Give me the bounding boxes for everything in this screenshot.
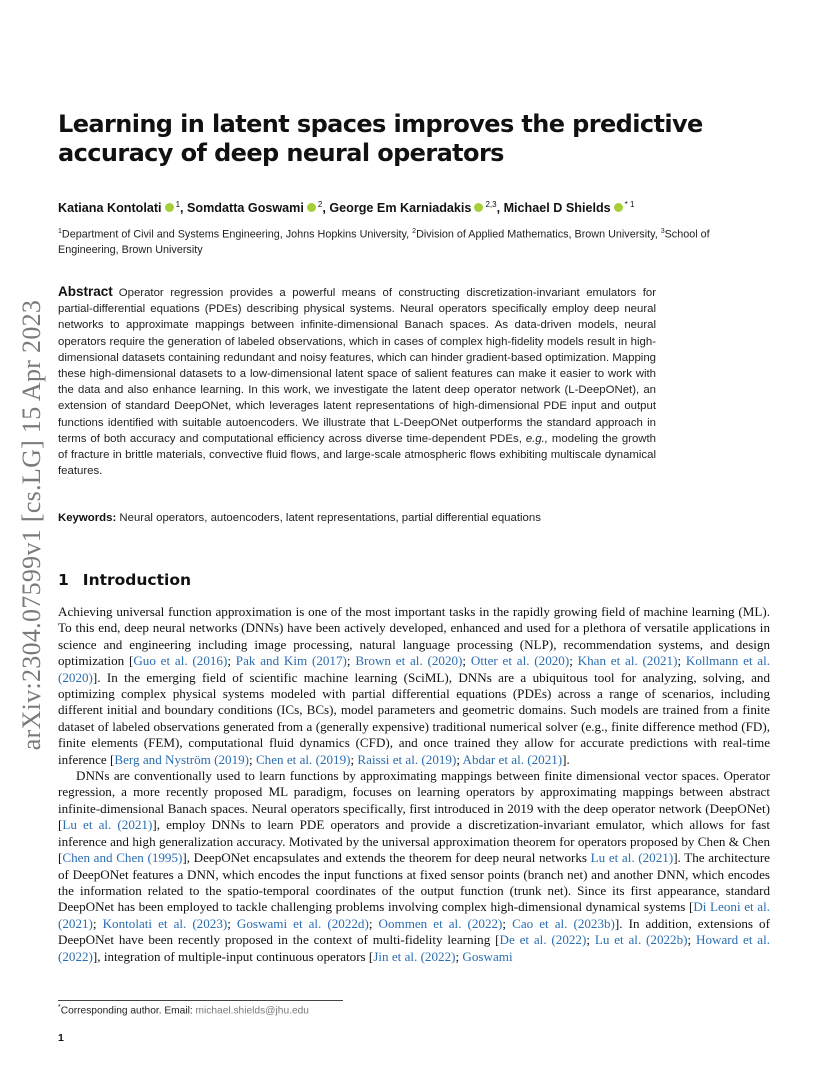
text-run: DNNs are conventionally used to learn functions by approximating mappings between finite dimensional vector spaces. Operator regression, a more recently proposed ML paradigm, focuses on learning operators by approximating mappings between abstract infinite-dimensional Banach spaces. Neural operators specifically, first introduced in 2019 with the deep operator network (DeepONet) [ xyxy=(58,768,770,833)
author-affil-sup: 2,3 xyxy=(485,200,497,209)
author-affil-sup: 2 xyxy=(317,200,323,209)
affiliation: Division of Applied Mathematics, Brown University, xyxy=(416,228,658,241)
paper-title: Learning in latent spaces improves the predictive accuracy of deep neural operators xyxy=(58,110,703,167)
footnote-divider xyxy=(58,1000,343,1001)
section-title: Introduction xyxy=(82,571,192,589)
text-run: ]. In addition, extensions of DeepONet have been recently proposed in the context of multi-fidelity learning [ xyxy=(58,915,770,948)
citation-link[interactable]: Jin et al. (2022) xyxy=(373,948,456,964)
citation-link[interactable]: Chen and Chen (1995) xyxy=(62,850,183,866)
text-run: ], integration of multiple-input continuous operators [ xyxy=(92,948,374,964)
author-name: George Em Karniadakis xyxy=(329,201,472,216)
orcid-icon[interactable] xyxy=(307,203,316,212)
abstract-label: Abstract xyxy=(58,284,113,299)
citation-link[interactable]: Pak and Kim (2017) xyxy=(235,653,347,669)
affiliations xyxy=(58,224,758,258)
keywords-text: Neural operators, autoencoders, latent representations, partial differential equations xyxy=(119,512,541,524)
citation-link[interactable]: Kontolati et al. (2023) xyxy=(102,915,228,931)
affiliation: Department of Civil and Systems Engineering, Johns Hopkins University, xyxy=(61,228,410,241)
citation-link[interactable]: Lu et al. (2022b) xyxy=(594,932,688,948)
email-link[interactable]: michael.shields@jhu.edu xyxy=(195,1005,309,1017)
citation-link[interactable]: Lu et al. (2021) xyxy=(62,817,153,833)
citation-link[interactable]: Kollmann et al. (2020) xyxy=(58,653,771,685)
citation-link[interactable]: Goswami xyxy=(462,948,513,964)
citation-link[interactable]: Howard et al. (2022) xyxy=(58,932,771,964)
citation-link[interactable]: Brown et al. (2020) xyxy=(355,653,463,669)
citation-link[interactable]: De et al. (2022) xyxy=(499,932,587,948)
page-number: 1 xyxy=(58,1032,64,1044)
citation-link[interactable]: Abdar et al. (2021) xyxy=(462,751,563,767)
citation-link[interactable]: Berg and Nyström (2019) xyxy=(114,751,250,767)
affiliation: School of Engineering, Brown University xyxy=(58,228,710,256)
citation-link[interactable]: Goswami et al. (2022d) xyxy=(236,915,369,931)
author-affil-sup: * 1 xyxy=(624,200,635,209)
citation-link[interactable]: Cao et al. (2023b) xyxy=(512,915,615,931)
text-run: ]. xyxy=(562,751,570,767)
citation-link[interactable]: Lu et al. (2021) xyxy=(590,850,674,866)
affil-sup: 3 xyxy=(660,228,665,235)
orcid-icon[interactable] xyxy=(474,203,483,212)
abstract-text: modeling the growth of fracture in brittle materials, convective fluid flows, and large-scale atmospheric flows exhibiting multiscale dynamical features. xyxy=(58,432,657,478)
citation-link[interactable]: Oommen et al. (2022) xyxy=(378,915,503,931)
arxiv-sidebar-stamp xyxy=(14,290,50,760)
keywords-label: Keywords: xyxy=(58,512,117,524)
abstract xyxy=(58,284,656,479)
text-run: ], employ DNNs to learn PDE operators and provide a discretization-invariant emulator, which allows for fast inference and high generalization accuracy. Motivated by the universal approximation theorem for operators proposed by Chen & Chen [ xyxy=(58,817,770,866)
text-run: ]. In the emerging field of scientific machine learning (SciML), DNNs are a ubiquitous tool for analyzing, solving, and optimizing complex physical systems modeled with partial differential equations (PDEs) across a range of scenarios, including different initial and boundary conditions (ICs, BCs), model parameters and geometric domains. Such models are trained from a finite dataset of labeled observations generated from a (generally expensive) traditional numerical solver (e.g., finite difference method (FD), finite elements (FEM), computational fluid dynamics (CFD), and once trained they allow for accurate predictions with real-time inference [ xyxy=(58,669,770,767)
citation-link[interactable]: Di Leoni et al. (2021) xyxy=(58,899,770,931)
citation-link[interactable]: Khan et al. (2021) xyxy=(577,653,678,669)
text-run: Achieving universal function approximation is one of the most important tasks in the rapidly growing field of machine learning (ML). To this end, deep neural networks (DNNs) have been actively developed, enhanced and used for a plethora of versatile applications in science and engineering including image processing, natural language processing (NLP), recommendation systems, and design optimization [ xyxy=(58,604,770,669)
author-name: Katiana Kontolati xyxy=(58,201,162,216)
affil-sup: 1 xyxy=(58,228,62,235)
footnote xyxy=(58,1004,309,1016)
author-affil-sup: 1 xyxy=(175,200,181,209)
abstract-text: Operator regression provides a powerful means of constructing discretization-invariant emulators for partial-differential equations (PDEs) describing physical systems. Neural operators specifically employ deep neural networks to approximate mappings between infinite-dimensional Banach spaces. As data-driven models, neural operators require the generation of labeled observations, which in cases of complex high-fidelity models result in high-dimensional datasets containing redundant and noisy features, which can hinder gradient-based optimization. Mapping these high-dimensional datasets to a low-dimensional latent space of salient features can make it easier to work with the data and also enhance learning. In this work, we investigate the latent deep operator network (L-DeepONet), an extension of standard DeepONet, which leverages latent representations of high-dimensional PDE input and output functions identified with suitable autoencoders. We illustrate that L-DeepONet outperforms the standard approach in terms of both accuracy and computational efficiency across diverse time-dependent PDEs, xyxy=(58,287,656,445)
citation-link[interactable]: Otter et al. (2020) xyxy=(470,653,570,669)
section-number: 1 xyxy=(58,571,69,589)
affil-sup: 2 xyxy=(412,228,417,235)
orcid-icon[interactable] xyxy=(614,203,623,212)
keywords xyxy=(58,512,758,524)
body-text xyxy=(58,604,770,965)
text-run: ]. The architecture of DeepONet features a DNN, which encodes the input functions at fixed sensor points (branch net) and another DNN, which encodes the information related to the spatio-temporal coordinates of the output function (trunk net). Since its first appearance, standard DeepONet has been employed to tackle challenging problems involving complex high-dimensional dynamical systems [ xyxy=(58,850,770,915)
paragraph: DNNs are conventionally used to learn functions by approximating mappings between finite dimensional vector spaces. Operator regression, a more recently proposed ML paradigm, focuses on learning operators by approximating mappings between abstract infinite-dimensional Banach spaces. Neural operators specifically, first introduced in 2019 with the deep operator network (DeepONet) [Lu et al. (2021)], employ DNNs to learn PDE operators and provide a discretization-invariant emulator, which allows for fast inference and high generalization accuracy. Motivated by the universal approximation theorem for operators proposed by Chen & Chen [Chen and Chen (1995)], DeepONet encapsulates and extends the theorem for deep neural networks Lu et al. (2021)]. The architecture of DeepONet features a DNN, which encodes the input functions at fixed sensor points (branch net) and another DNN, which encodes the information related to the spatio-temporal coordinates of the output function (trunk net). Since its first appearance, standard DeepONet has been employed to tackle challenging problems involving complex high-dimensional dynamical systems [Di Leoni et al. (2021); Kontolati et al. (2023); Goswami et al. (2022d); Oommen et al. (2022); Cao et al. (2023b)]. In addition, extensions of DeepONet have been recently proposed in the context of multi-fidelity learning [De et al. (2022); Lu et al. (2022b); Howard et al. (2022)], integration of multiple-input continuous operators [Jin et al. (2022); Goswami xyxy=(58,768,771,964)
author-list: Katiana Kontolati $^1$, Somdatta Goswami $^2$, George Em Karniadakis $^{2,3}$, Michael D Shields $^{* 1}$ xyxy=(58,200,635,216)
abstract-emphasis: e.g., xyxy=(525,432,548,445)
footnote-text: Corresponding author. Email: xyxy=(60,1005,193,1017)
author-name: Somdatta Goswami xyxy=(187,201,304,216)
text-run: ], DeepONet encapsulates and extends the theorem for deep neural networks xyxy=(182,850,591,866)
author-name: Michael D Shields xyxy=(503,201,611,216)
citation-link[interactable]: Guo et al. (2016) xyxy=(133,653,228,669)
orcid-icon[interactable] xyxy=(165,203,174,212)
citation-link[interactable]: Chen et al. (2019) xyxy=(255,751,351,767)
section-heading xyxy=(58,571,191,589)
citation-link[interactable]: Raissi et al. (2019) xyxy=(357,751,457,767)
arxiv-identifier[interactable]: arXiv:2304.07599v1 [cs.LG] 15 Apr 2023 xyxy=(17,299,46,751)
paragraph: Achieving universal function approximation is one of the most important tasks in the rapidly growing field of machine learning (ML). To this end, deep neural networks (DNNs) have been actively developed, enhanced and used for a plethora of versatile applications in science and engineering including image processing, natural language processing (NLP), recommendation systems, and design optimization [Guo et al. (2016); Pak and Kim (2017); Brown et al. (2020); Otter et al. (2020); Khan et al. (2021); Kollmann et al. (2020)]. In the emerging field of scientific machine learning (SciML), DNNs are a ubiquitous tool for analyzing, solving, and optimizing complex physical systems modeled with partial differential equations (PDEs) across a range of scenarios, including different initial and boundary conditions (ICs, BCs), model parameters and geometric domains. Such models are trained from a finite dataset of labeled observations generated from a (generally expensive) traditional numerical solver (e.g., finite difference method (FD), finite elements (FEM), computational fluid dynamics (CFD), and once trained they allow for accurate predictions with real-time inference [Berg and Nyström (2019); Chen et al. (2019); Raissi et al. (2019); Abdar et al. (2021)]. xyxy=(58,604,771,767)
footnote-marker: * xyxy=(58,1004,61,1011)
